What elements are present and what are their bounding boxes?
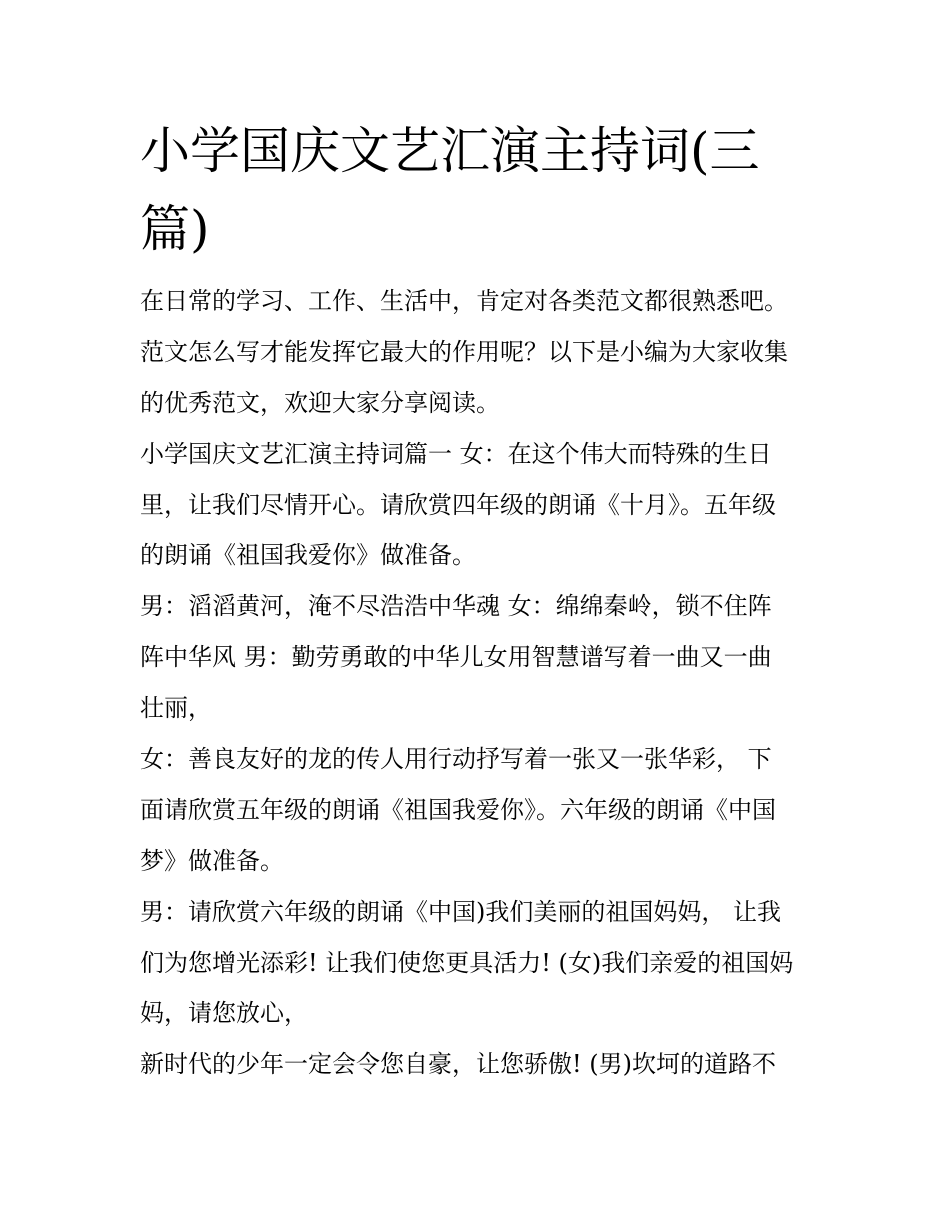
text-line: 的朗诵《祖国我爱你》做准备。	[140, 541, 476, 570]
text-line: 里，让我们尽情开心。请欣赏四年级的朗诵《十月》。五年级	[140, 490, 776, 519]
text-line: 梦》做准备。	[140, 846, 284, 875]
paragraph-part-one	[140, 429, 820, 582]
document-title	[140, 112, 810, 268]
text-line: 阵中华风 男：勤劳勇敢的中华儿女用智慧谱写着一曲又一曲	[140, 643, 772, 672]
text-line: 的优秀范文，欢迎大家分享阅读。	[140, 388, 500, 417]
text-line: 妈，请您放心，	[140, 999, 308, 1028]
text-line: 们为您增光添彩! 让我们使您更具活力! (女)我们亲爱的祖国妈	[140, 948, 794, 977]
text-line: 在日常的学习、工作、生活中，肯定对各类范文都很熟悉吧。	[140, 287, 788, 315]
paragraph-dialogue-1	[140, 581, 820, 734]
text-line: 新时代的少年一定会令您自豪，让您骄傲! (男)坎坷的道路不	[140, 1050, 776, 1079]
text-line: 男：请欣赏六年级的朗诵《中国)我们美丽的祖国妈妈， 让我	[140, 897, 781, 926]
text-line: 男：滔滔黄河，淹不尽浩浩中华魂 女：绵绵秦岭，锁不住阵	[140, 592, 772, 621]
text-line: 面请欣赏五年级的朗诵《祖国我爱你》。六年级的朗诵《中国	[140, 795, 776, 824]
text-line: 壮丽，	[140, 694, 212, 723]
title-line: 篇)	[140, 200, 210, 258]
paragraph-dialogue-3	[140, 887, 820, 1040]
paragraph-dialogue-4	[140, 1039, 820, 1090]
text-line: 女：善良友好的龙的传人用行动抒写着一张又一张华彩， 下	[140, 745, 772, 774]
paragraph-intro	[140, 276, 820, 429]
text-line: 小学国庆文艺汇演主持词篇一 女：在这个伟大而特殊的生日	[140, 439, 772, 468]
document-body	[140, 276, 820, 1090]
text-line: 范文怎么写才能发挥它最大的作用呢？以下是小编为大家收集	[140, 337, 788, 366]
paragraph-dialogue-2	[140, 734, 820, 887]
title-line: 小学国庆文艺汇演主持词(三	[140, 122, 760, 180]
